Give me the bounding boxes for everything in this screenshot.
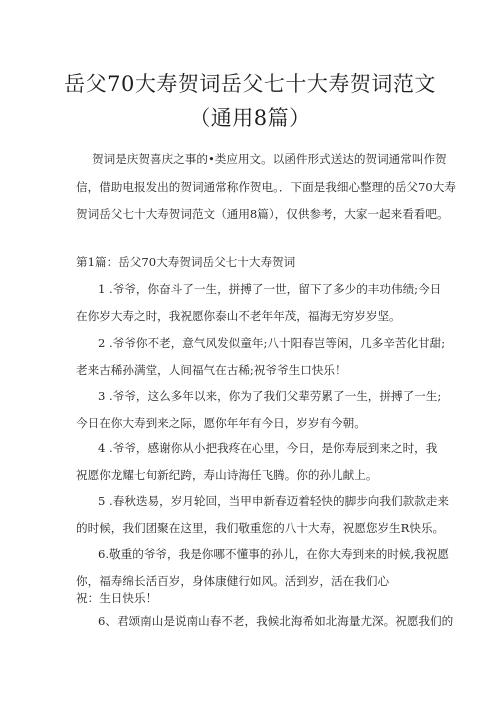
list-item-line: 2 .爷爷你不老，意气风发似童年;八十阳春岂等闲，几多辛苦化甘甜; xyxy=(98,336,446,350)
list-item-line: 5 .春秋迭易，岁月轮回，当甲申新春迈着轻快的脚步向我们款款走来 xyxy=(98,494,449,508)
list-item-line: 你，福寿绵长活百岁，身体康健行如风。活到岁，活在我们心 xyxy=(76,574,390,588)
intro-line: 贺词是庆贺喜庆之事的•类应用文。以函件形式送达的贺词通常叫作贺 xyxy=(92,152,447,166)
intro-line: 贺词岳父七十大寿贺词范文（通用8篇），仅供参考，大家一起来看看吧。 xyxy=(76,207,449,221)
list-item-line: 今日在你大寿到来之际，愿你年年有今日，岁岁有今朝。 xyxy=(76,416,366,430)
list-item-line: 祝愿你龙耀七旬新纪跨，寿山诗海任飞腾。你的孙儿献上。 xyxy=(76,468,378,482)
list-item-line: 6.敬重的爷爷，我是你哪不懂事的孙儿，在你大寿到来的时候,我祝愿 xyxy=(98,547,449,561)
list-item-line: 4 .爷爷，感谢你从小把我疼在心里，今日，是你寿辰到来之时，我 xyxy=(98,441,438,455)
list-item-line: 的时候，我们团聚在这里，我们敬重您的八十大寿，祝愿您岁生R快乐。 xyxy=(76,521,445,535)
list-item-line: 祝：生日快乐！ xyxy=(76,591,158,605)
document-title: 岳父70大寿贺词岳父七十大寿贺词范文 xyxy=(64,72,436,96)
list-item-line: 3 .爷爷，这么多年以来，你为了我们父辈劳累了一生，拼搏了一生; xyxy=(98,389,442,403)
list-item-line: 老来古稀孙满堂，人间福气在古稀;祝爷爷生口快乐！ xyxy=(76,363,347,377)
list-item-line: 1 .爷爷，你奋斗了一生，拼搏了一世，留下了多少的丰功伟绩;今日 xyxy=(98,282,442,296)
section-heading: 第1篇：岳父70大寿贺词岳父七十大寿贺词 xyxy=(76,255,296,269)
list-item-line: 在你岁大寿之时，我祝愿你泰山不老年年茂，福海无穷岁岁坚。 xyxy=(76,309,401,323)
document-subtitle: （通用8篇） xyxy=(189,106,311,130)
intro-line: 信，借助电报发出的贺词通常称作贺电。．下面是我细心整理的岳父70大寿 xyxy=(76,180,456,194)
list-item-line: 6、君颂南山是说南山春不老，我候北海希如北海量尤深。祝愿我们的 xyxy=(98,614,454,628)
